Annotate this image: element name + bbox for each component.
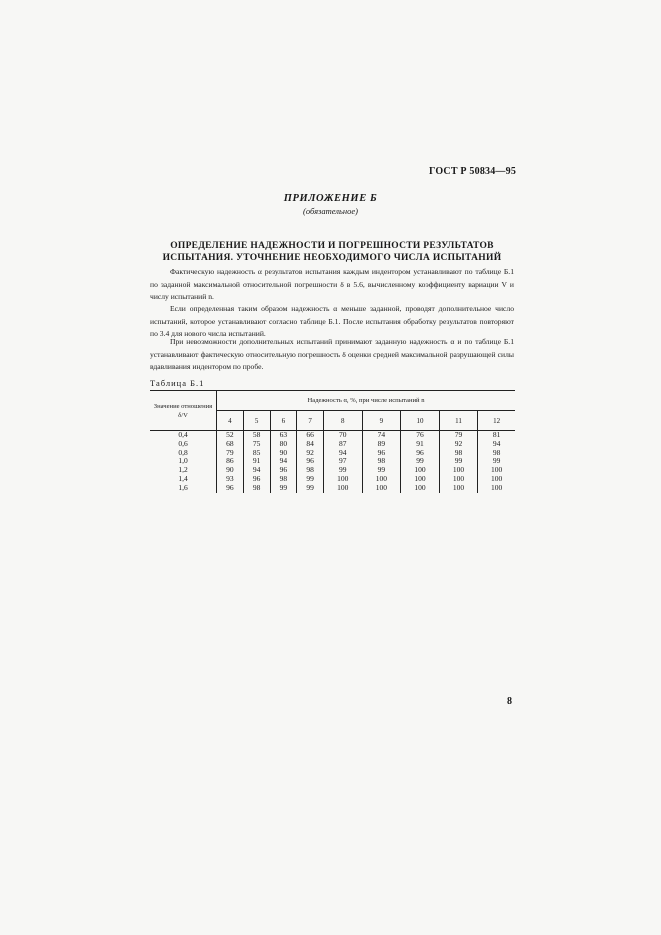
value-cell: 94: [270, 457, 297, 466]
paragraph-2: Если определенная таким образом надежность α меньше заданной, проводят дополнительное число испытаний, которое устанавливают согласно таблице Б.1. После испытания обработку результатов повторяют по 3.4 для нового числа испытаний.: [150, 304, 514, 338]
value-cell: 92: [439, 440, 478, 449]
value-cell: 98: [439, 449, 478, 458]
value-cell: 99: [297, 484, 324, 493]
reliability-table: [150, 390, 515, 493]
value-cell: 85: [243, 449, 270, 458]
standard-number: ГОСТ Р 50834—95: [429, 166, 517, 177]
value-cell: 100: [439, 484, 478, 493]
appendix-subtitle: (обязательное): [303, 206, 358, 216]
paragraph-3: При невозможности дополнительных испытаний принимают заданную надежность α и по таблице Б.1 устанавливают фактическую относительную погрешность δ оценки средней максимальной разрушающей силы вдавливания индентором по пробе.: [150, 337, 514, 371]
section-heading: [150, 240, 514, 264]
value-cell: 100: [401, 484, 440, 493]
value-cell: 97: [324, 457, 363, 466]
page-number: 8: [507, 696, 512, 707]
value-cell: 75: [243, 440, 270, 449]
section-heading-line-2: ИСПЫТАНИЯ. УТОЧНЕНИЕ НЕОБХОДИМОГО ЧИСЛА ИСПЫТАНИЙ: [162, 253, 502, 263]
table-row: [150, 484, 515, 493]
value-cell: 99: [297, 475, 324, 484]
value-cell: 99: [362, 466, 401, 475]
value-cell: 98: [362, 457, 401, 466]
value-cell: 96: [362, 449, 401, 458]
value-cell: 91: [401, 440, 440, 449]
value-cell: 100: [401, 475, 440, 484]
paragraph-1: Фактическую надежность α результатов испытания каждым индентором устанавливают по таблице Б.1 по заданной максимальной относительной погрешности δ в 5.6, вычисленному коэффициенту вариации V и числу испытаний n.: [150, 267, 514, 301]
n-header-cell: 11: [439, 411, 478, 431]
ratio-cell: 1,0: [150, 457, 217, 466]
value-cell: 99: [270, 484, 297, 493]
value-cell: 80: [270, 440, 297, 449]
n-header-cell: 8: [324, 411, 363, 431]
value-cell: 79: [217, 449, 244, 458]
value-cell: 100: [401, 466, 440, 475]
value-cell: 96: [243, 475, 270, 484]
value-cell: 92: [297, 449, 324, 458]
value-cell: 98: [492, 447, 501, 457]
value-cell: 94: [243, 466, 270, 475]
value-cell: 98: [297, 466, 324, 475]
table-caption: Таблица Б.1: [150, 378, 205, 388]
value-cell: 79: [439, 431, 478, 440]
value-cell: 100: [324, 475, 363, 484]
appendix-title: ПРИЛОЖЕНИЕ Б: [283, 193, 378, 204]
value-cell: 91: [243, 457, 270, 466]
section-heading-line-1: ОПРЕДЕЛЕНИЕ НАДЕЖНОСТИ И ПОГРЕШНОСТИ РЕЗУЛЬТАТОВ: [170, 241, 494, 251]
value-cell: 74: [362, 431, 401, 440]
first-column-header: Значение отношения δ/V: [150, 391, 217, 431]
ratio-cell: 0,6: [150, 440, 217, 449]
group-header: Надежность α, %, при числе испытаний n: [217, 391, 516, 411]
value-cell: 99: [324, 466, 363, 475]
n-header-cell: 4: [217, 411, 244, 431]
value-cell: 99: [401, 457, 440, 466]
value-cell: 100: [491, 473, 503, 483]
value-cell: 90: [217, 466, 244, 475]
value-cell: 99: [492, 456, 501, 466]
value-cell: 100: [324, 484, 363, 493]
value-cell: 99: [439, 457, 478, 466]
n-header-cell: 5: [243, 411, 270, 431]
ratio-cell: 0,4: [150, 431, 217, 440]
value-cell: 63: [270, 431, 297, 440]
value-cell: 100: [362, 475, 401, 484]
value-cell: 100: [491, 465, 503, 475]
n-header-cell: 12: [478, 411, 515, 431]
value-cell: 86: [217, 457, 244, 466]
value-cell: 100: [362, 484, 401, 493]
value-cell: 96: [217, 484, 244, 493]
ratio-cell: 1,6: [150, 484, 217, 493]
value-cell: 100: [439, 466, 478, 475]
value-cell: 93: [217, 475, 244, 484]
n-header-cell: 6: [270, 411, 297, 431]
value-cell: 94: [492, 438, 501, 448]
value-cell: 96: [270, 466, 297, 475]
ratio-cell: 1,4: [150, 475, 217, 484]
value-cell: 96: [401, 449, 440, 458]
value-cell: 98: [243, 484, 270, 493]
n-header-cell: 7: [297, 411, 324, 431]
value-cell: 68: [217, 440, 244, 449]
value-cell: 52: [217, 431, 244, 440]
value-cell: 58: [243, 431, 270, 440]
value-cell: 100: [439, 475, 478, 484]
value-cell: 89: [362, 440, 401, 449]
n-header-cell: 9: [362, 411, 401, 431]
value-cell: 98: [270, 475, 297, 484]
value-cell: 66: [297, 431, 324, 440]
value-cell: 84: [297, 440, 324, 449]
ratio-cell: 1,2: [150, 466, 217, 475]
value-cell: 81: [492, 430, 501, 439]
table-body: [150, 431, 515, 493]
value-cell: 90: [270, 449, 297, 458]
ratio-cell: 0,8: [150, 449, 217, 458]
value-cell: 87: [324, 440, 363, 449]
n-header-cell: 10: [401, 411, 440, 431]
value-cell: 76: [401, 431, 440, 440]
value-cell: 100: [491, 482, 503, 492]
value-cell: 94: [324, 449, 363, 458]
value-cell: 96: [297, 457, 324, 466]
value-cell: 70: [324, 431, 363, 440]
